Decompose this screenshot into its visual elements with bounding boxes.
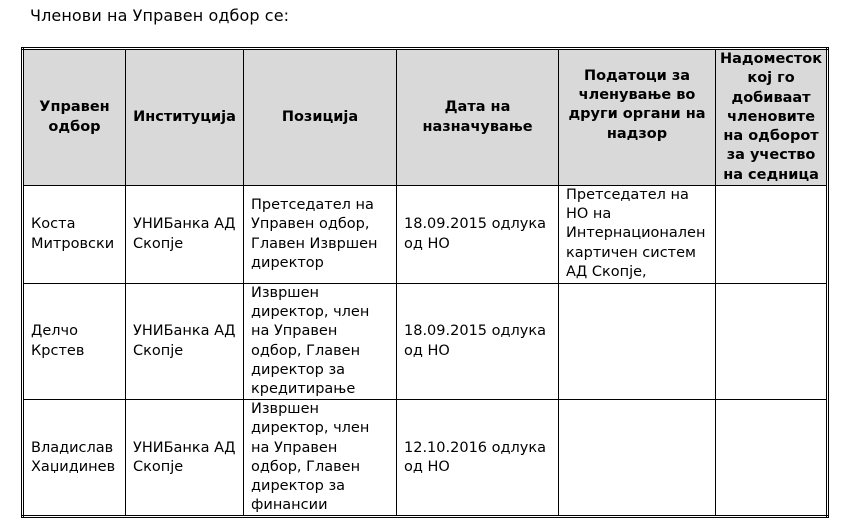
cell-position: Извршен директор, член на Управен одбор, Главен директор за кредитирање: [244, 284, 397, 400]
cell-other-bodies: [559, 284, 716, 400]
cell-institution: УНИБанка АД Скопје: [126, 284, 244, 400]
cell-name: Владислав Хаџидинев: [23, 400, 126, 517]
cell-compensation: [716, 186, 828, 284]
cell-name: Делчо Крстев: [23, 284, 126, 400]
cell-date: 18.09.2015 одлука од НО: [397, 284, 559, 400]
cell-date: 18.09.2015 одлука од НО: [397, 186, 559, 284]
table-row: [23, 284, 828, 400]
cell-institution: УНИБанка АД Скопје: [126, 400, 244, 517]
header-appointment-date: Дата на назначување: [397, 49, 559, 186]
page-heading: Членови на Управен одбор се:: [30, 6, 290, 25]
cell-position: Извршен директор, член на Управен одбор, Главен директор за финансии: [244, 400, 397, 517]
header-position: Позиција: [244, 49, 397, 186]
table-row: [23, 186, 828, 284]
header-board: Управен одбор: [23, 49, 126, 186]
table-row: [23, 400, 828, 517]
cell-compensation: [716, 284, 828, 400]
cell-compensation: [716, 400, 828, 517]
board-members-table: [21, 47, 829, 518]
table-header-row: [23, 49, 828, 186]
header-other-bodies: Податоци за членување во други органи на надзор: [559, 49, 716, 186]
cell-position: Претседател на Управен одбор, Главен Извршен директор: [244, 186, 397, 284]
cell-other-bodies: Претседател на НО на Интернационален картичен систем АД Скопје,: [559, 186, 716, 284]
header-compensation: Надоместок кој го добиваат членовите на одборот за учество на седница: [716, 49, 828, 186]
cell-other-bodies: [559, 400, 716, 517]
cell-name: Коста Митровски: [23, 186, 126, 284]
header-institution: Институција: [126, 49, 244, 186]
cell-institution: УНИБанка АД Скопје: [126, 186, 244, 284]
cell-date: 12.10.2016 одлука од НО: [397, 400, 559, 517]
